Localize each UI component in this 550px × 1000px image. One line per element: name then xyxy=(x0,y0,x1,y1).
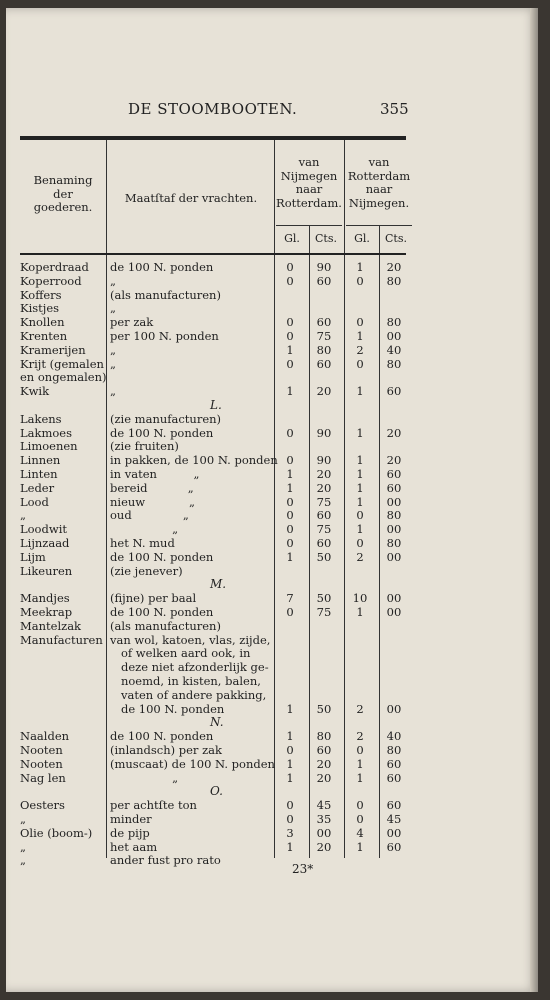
freight-measure: de 100 N. ponden xyxy=(110,549,214,564)
cents-value: 00 xyxy=(316,825,332,840)
goods-name: Lakmoes xyxy=(20,425,72,440)
guilders-value: 0 xyxy=(286,812,294,826)
guilders-value: 2 xyxy=(356,549,364,564)
cents-value: 20 xyxy=(386,453,402,468)
goods-name: Lijm xyxy=(20,549,46,564)
goods-name: Kwik xyxy=(20,384,50,399)
header-route-1: van Nijmegen naar Rotterdam. xyxy=(276,155,342,210)
goods-name: Krenten xyxy=(20,329,68,343)
header-name: Benaming der goederen. xyxy=(33,173,93,214)
goods-name: Knollen xyxy=(20,315,65,330)
header-gl: Gl. xyxy=(284,232,300,245)
cents-value: 40 xyxy=(386,342,402,357)
guilders-value: 1 xyxy=(286,729,294,744)
freight-measure: de 100 N. ponden xyxy=(110,425,214,440)
guilders-value: 1 xyxy=(356,839,364,854)
cents-value: 60 xyxy=(316,743,332,757)
freight-measure: noemd, in kisten, balen, xyxy=(110,674,261,688)
freight-measure: de 100 N. ponden xyxy=(110,701,225,716)
header-cts: Cts. xyxy=(385,232,407,245)
cents-value: 90 xyxy=(316,260,332,274)
guilders-value: 4 xyxy=(356,825,364,840)
guilders-value: 0 xyxy=(356,798,364,813)
goods-name: Loodwit xyxy=(20,522,67,537)
guilders-value: 1 xyxy=(356,260,364,274)
goods-name: Nooten xyxy=(20,743,63,757)
cents-value: 80 xyxy=(386,536,402,550)
cents-value: 00 xyxy=(386,522,402,537)
cents-value: 20 xyxy=(316,839,332,854)
cents-value: 20 xyxy=(316,384,332,399)
goods-name: „ xyxy=(20,812,26,826)
cents-value: 80 xyxy=(386,508,402,523)
freight-measure: (zie manufacturen) xyxy=(110,411,222,426)
section-letter: N. xyxy=(210,715,224,730)
freight-measure: deze niet afzonderlijk ge- xyxy=(110,660,269,675)
cents-value: 60 xyxy=(386,770,402,785)
goods-name: Limoenen xyxy=(20,439,78,454)
guilders-value: 0 xyxy=(286,425,294,440)
guilders-value: 1 xyxy=(286,756,294,771)
freight-measure: in vaten „ xyxy=(110,467,200,481)
goods-name: „ xyxy=(20,853,26,868)
freight-measure: „ xyxy=(110,770,179,785)
top-rule xyxy=(20,136,406,140)
cents-value: 00 xyxy=(386,701,402,716)
cents-value: 35 xyxy=(316,812,332,826)
guilders-value: 0 xyxy=(356,536,364,550)
cents-value: 75 xyxy=(316,329,332,343)
cents-value: 00 xyxy=(386,591,402,606)
goods-name: Mandjes xyxy=(20,591,70,606)
cents-value: 20 xyxy=(316,467,332,481)
guilders-value: 1 xyxy=(356,605,364,619)
goods-name: Nooten xyxy=(20,756,63,771)
goods-name: Mantelzak xyxy=(20,618,82,633)
guilders-value: 1 xyxy=(356,522,364,537)
guilders-value: 0 xyxy=(286,356,294,371)
guilders-value: 0 xyxy=(286,273,294,288)
freight-measure: vaten of andere pakking, xyxy=(110,687,267,702)
goods-name: Lijnzaad xyxy=(20,536,70,550)
guilders-value: 1 xyxy=(286,342,294,357)
goods-name: Koperdraad xyxy=(20,260,89,274)
freight-measure: per zak xyxy=(110,315,154,330)
guilders-value: 10 xyxy=(352,591,368,606)
goods-name: „ xyxy=(20,508,26,523)
guilders-value: 0 xyxy=(356,812,364,826)
goods-name: Olie (boom-) xyxy=(20,825,93,840)
goods-name: Kistjes xyxy=(20,301,60,316)
cents-value: 20 xyxy=(316,770,332,785)
guilders-value: 0 xyxy=(356,315,364,330)
goods-name: Koperrood xyxy=(20,273,82,288)
guilders-value: 0 xyxy=(356,508,364,523)
guilders-value: 2 xyxy=(356,729,364,744)
guilders-value: 0 xyxy=(286,743,294,757)
cents-value: 90 xyxy=(316,453,332,468)
goods-name: Krijt (gemalen xyxy=(20,356,104,371)
column-divider xyxy=(309,226,310,858)
guilders-value: 1 xyxy=(356,756,364,771)
page-edge xyxy=(530,8,538,992)
freight-measure: (zie fruiten) xyxy=(110,439,179,454)
guilders-value: 1 xyxy=(286,384,294,399)
guilders-value: 2 xyxy=(356,701,364,716)
header-measure: Maatſtaf der vrachten. xyxy=(124,191,258,205)
guilders-value: 0 xyxy=(286,508,294,523)
cents-value: 20 xyxy=(316,480,332,495)
goods-name: Oesters xyxy=(20,798,65,813)
cents-value: 50 xyxy=(316,701,332,716)
signature-mark: 23* xyxy=(292,862,314,876)
cents-value: 60 xyxy=(316,273,332,288)
header-cts: Cts. xyxy=(315,232,337,245)
goods-name: en ongemalen) xyxy=(20,370,107,385)
freight-measure: de 100 N. ponden xyxy=(110,260,214,274)
guilders-value: 0 xyxy=(286,605,294,619)
guilders-value: 1 xyxy=(356,453,364,468)
cents-value: 50 xyxy=(316,549,332,564)
goods-name: Kramerijen xyxy=(20,342,86,357)
freight-measure: (inlandsch) per zak xyxy=(110,743,222,757)
guilders-value: 1 xyxy=(356,384,364,399)
guilders-value: 3 xyxy=(286,825,294,840)
goods-name: „ xyxy=(20,839,26,854)
header-rule xyxy=(20,253,406,255)
goods-name: Koffers xyxy=(20,287,62,302)
goods-name: Linten xyxy=(20,467,58,481)
freight-measure: oud „ xyxy=(110,508,189,523)
freight-measure: „ xyxy=(110,273,116,288)
cents-value: 80 xyxy=(386,356,402,371)
freight-measure: „ xyxy=(110,522,179,537)
freight-measure: (fijne) per baal xyxy=(110,591,197,606)
guilders-value: 0 xyxy=(356,273,364,288)
freight-measure: het aam xyxy=(110,839,158,854)
cents-value: 60 xyxy=(316,315,332,330)
guilders-value: 1 xyxy=(356,494,364,509)
guilders-value: 0 xyxy=(356,743,364,757)
goods-name: Linnen xyxy=(20,453,61,468)
freight-measure: de pijp xyxy=(110,825,150,840)
cents-value: 20 xyxy=(386,425,402,440)
cents-value: 60 xyxy=(316,508,332,523)
goods-name: Lood xyxy=(20,494,49,509)
brace-rule xyxy=(276,225,342,226)
freight-measure: „ xyxy=(110,356,116,371)
freight-measure: „ xyxy=(110,384,116,399)
header-gl: Gl. xyxy=(354,232,370,245)
cents-value: 00 xyxy=(386,329,402,343)
guilders-value: 0 xyxy=(286,329,294,343)
freight-measure: per achtſte ton xyxy=(110,798,197,813)
freight-measure: (zie jenever) xyxy=(110,563,183,578)
cents-value: 75 xyxy=(316,522,332,537)
cents-value: 80 xyxy=(386,315,402,330)
cents-value: 00 xyxy=(386,549,402,564)
goods-name: Naalden xyxy=(20,729,70,744)
cents-value: 80 xyxy=(386,743,402,757)
cents-value: 60 xyxy=(316,536,332,550)
goods-name: Nag len xyxy=(20,770,66,785)
guilders-value: 0 xyxy=(286,536,294,550)
cents-value: 00 xyxy=(386,494,402,509)
freight-measure: nieuw „ xyxy=(110,494,195,509)
column-divider xyxy=(274,140,275,858)
cents-value: 80 xyxy=(316,729,332,744)
column-divider xyxy=(379,226,380,858)
freight-measure: het N. mud xyxy=(110,536,175,550)
freight-measure: van wol, katoen, vlas, zijde, xyxy=(110,632,271,647)
column-divider xyxy=(106,140,107,858)
cents-value: 75 xyxy=(316,605,332,619)
guilders-value: 0 xyxy=(356,356,364,371)
goods-name: Leder xyxy=(20,480,55,495)
guilders-value: 2 xyxy=(356,342,364,357)
guilders-value: 1 xyxy=(286,549,294,564)
cents-value: 80 xyxy=(316,342,332,357)
cents-value: 20 xyxy=(316,756,332,771)
guilders-value: 0 xyxy=(286,453,294,468)
cents-value: 00 xyxy=(386,825,402,840)
freight-measure: (muscaat) de 100 N. ponden xyxy=(110,756,275,771)
cents-value: 40 xyxy=(386,729,402,744)
guilders-value: 1 xyxy=(356,467,364,481)
cents-value: 60 xyxy=(386,467,402,481)
freight-measure: ander fust pro rato xyxy=(110,853,221,868)
cents-value: 45 xyxy=(386,812,402,826)
guilders-value: 0 xyxy=(286,315,294,330)
guilders-value: 0 xyxy=(286,798,294,813)
guilders-value: 0 xyxy=(286,494,294,509)
guilders-value: 1 xyxy=(286,467,294,481)
cents-value: 80 xyxy=(386,273,402,288)
cents-value: 50 xyxy=(316,591,332,606)
brace-rule xyxy=(346,225,412,226)
cents-value: 60 xyxy=(386,756,402,771)
book-page xyxy=(6,8,538,992)
freight-measure: in pakken, de 100 N. ponden xyxy=(110,453,278,468)
freight-measure: of welken aard ook, in xyxy=(110,646,251,661)
guilders-value: 1 xyxy=(286,701,294,716)
section-letter: M. xyxy=(210,577,227,592)
freight-measure: (als manufacturen) xyxy=(110,618,221,633)
freight-measure: „ xyxy=(110,342,116,357)
guilders-value: 1 xyxy=(356,480,364,495)
goods-name: Lakens xyxy=(20,411,62,426)
cents-value: 60 xyxy=(386,798,402,813)
running-title: DE STOOMBOOTEN. xyxy=(128,100,298,118)
cents-value: 60 xyxy=(386,839,402,854)
cents-value: 60 xyxy=(316,356,332,371)
guilders-value: 1 xyxy=(356,770,364,785)
goods-name: Likeuren xyxy=(20,563,73,578)
cents-value: 20 xyxy=(386,260,402,274)
column-divider xyxy=(344,140,345,858)
freight-measure: bereid „ xyxy=(110,480,194,495)
guilders-value: 1 xyxy=(286,770,294,785)
cents-value: 75 xyxy=(316,494,332,509)
cents-value: 60 xyxy=(386,384,402,399)
cents-value: 90 xyxy=(316,425,332,440)
goods-name: Meekrap xyxy=(20,605,73,619)
cents-value: 00 xyxy=(386,605,402,619)
freight-measure: per 100 N. ponden xyxy=(110,329,219,343)
freight-measure: minder xyxy=(110,812,152,826)
cents-value: 45 xyxy=(316,798,332,813)
freight-measure: de 100 N. ponden xyxy=(110,729,214,744)
guilders-value: 1 xyxy=(286,480,294,495)
guilders-value: 1 xyxy=(356,329,364,343)
cents-value: 60 xyxy=(386,480,402,495)
guilders-value: 1 xyxy=(356,425,364,440)
guilders-value: 0 xyxy=(286,522,294,537)
freight-measure: „ xyxy=(110,301,116,316)
section-letter: O. xyxy=(210,784,223,799)
freight-measure: de 100 N. ponden xyxy=(110,605,214,619)
guilders-value: 0 xyxy=(286,260,294,274)
freight-measure: (als manufacturen) xyxy=(110,287,221,302)
guilders-value: 1 xyxy=(286,839,294,854)
goods-name: Manufacturen xyxy=(20,632,103,647)
section-letter: L. xyxy=(210,398,222,412)
guilders-value: 7 xyxy=(286,591,294,606)
header-route-2: van Rotterdam naar Nijmegen. xyxy=(347,155,411,210)
page-number: 355 xyxy=(380,100,409,118)
